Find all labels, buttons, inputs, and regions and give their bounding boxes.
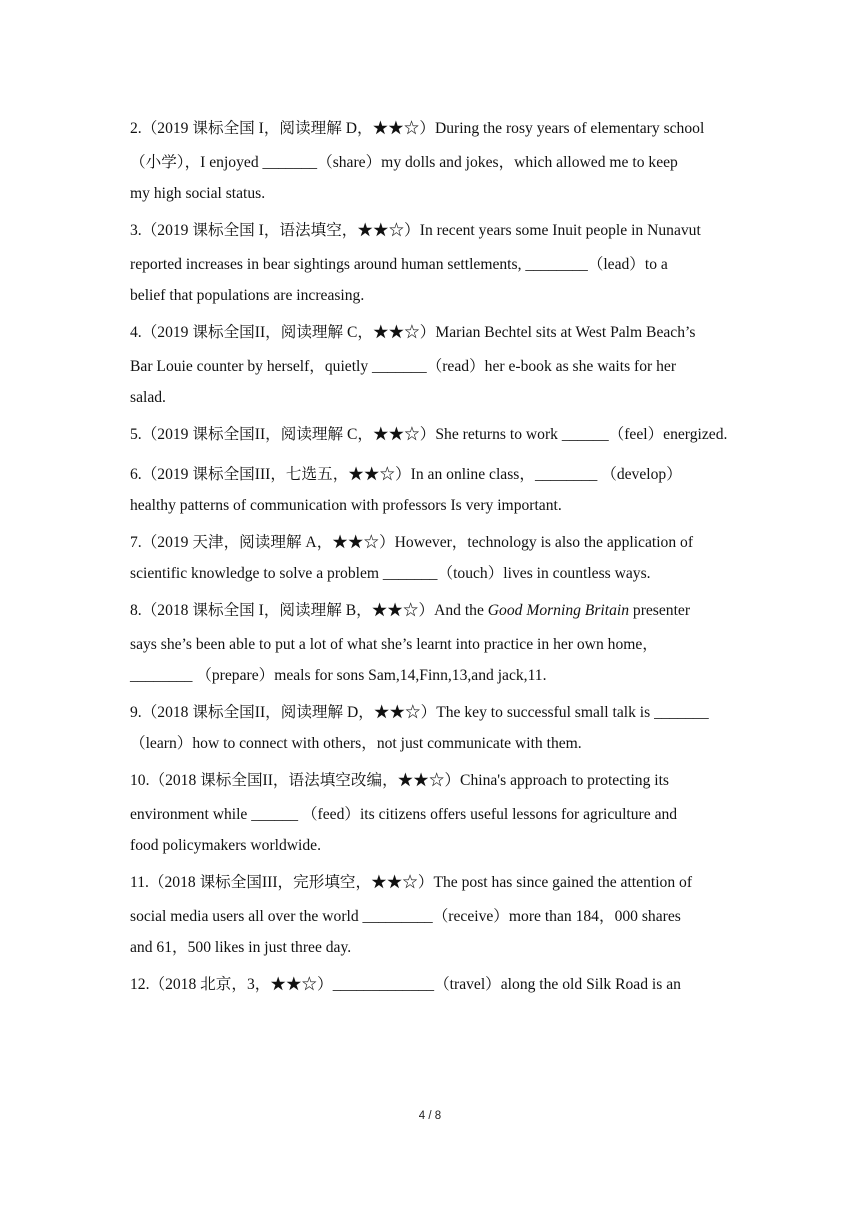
question-line: social media users all over the world _________（receive）more than 184，000 shares — [130, 908, 681, 925]
question-4 — [130, 316, 730, 412]
question-line: 3.（2019 课标全国 I，语法填空，★★☆）In recent years some Inuit people in Nunavut — [130, 222, 701, 239]
question-line: 2.（2019 课标全国 I，阅读理解 D，★★☆）During the rosy years of elementary school — [130, 120, 705, 137]
question-line: 6.（2019 课标全国III，七选五，★★☆）In an online class，________ （develop） — [130, 466, 682, 483]
question-line: 4.（2019 课标全国II，阅读理解 C，★★☆）Marian Bechtel sits at West Palm Beach’s — [130, 324, 696, 341]
question-12 — [130, 968, 730, 1002]
question-line: environment while ______ （feed）its citizens offers useful lessons for agriculture and — [130, 806, 678, 823]
question-10 — [130, 764, 730, 860]
question-line: （learn）how to connect with others，not just communicate with them. — [130, 735, 582, 752]
question-line: reported increases in bear sightings around human settlements, ________（lead）to a — [130, 256, 668, 273]
question-text: 8.（2018 课标全国 I，阅读理解 B，★★☆）And the — [130, 602, 488, 619]
question-list — [130, 112, 730, 1008]
page-number: 4 / 8 — [418, 1110, 442, 1122]
question-line: 9.（2018 课标全国II，阅读理解 D，★★☆）The key to successful small talk is _______ — [130, 704, 709, 721]
question-line: 11.（2018 课标全国III，完形填空，★★☆）The post has since gained the attention of — [130, 874, 693, 891]
question-line: 12.（2018 北京，3，★★☆）_____________（travel）along the old Silk Road is an — [130, 976, 681, 993]
question-line: my high social status. — [130, 185, 266, 202]
question-line: 5.（2019 课标全国II，阅读理解 C，★★☆）She returns to work ______（feel）energized. — [130, 426, 728, 443]
question-line: ________ （prepare）meals for sons Sam,14,Finn,13,and jack,11. — [130, 667, 547, 684]
question-line: healthy patterns of communication with professors Is very important. — [130, 497, 562, 514]
question-6 — [130, 458, 730, 520]
question-7 — [130, 526, 730, 588]
question-line: Bar Louie counter by herself，quietly _______（read）her e-book as she waits for her — [130, 358, 677, 375]
question-line: says she’s been able to put a lot of what she’s learnt into practice in her own home， — [130, 636, 658, 653]
question-line: and 61，500 likes in just three day. — [130, 939, 352, 956]
question-line: salad. — [130, 389, 166, 406]
question-line: 7.（2019 天津，阅读理解 A，★★☆）However，technology is also the application of — [130, 534, 694, 551]
question-line: belief that populations are increasing. — [130, 287, 365, 304]
question-5 — [130, 418, 730, 452]
question-8 — [130, 594, 730, 690]
question-3 — [130, 214, 730, 310]
question-line: scientific knowledge to solve a problem _______（touch）lives in countless ways. — [130, 565, 651, 582]
question-line — [130, 594, 730, 628]
question-line: 10.（2018 课标全国II，语法填空改编，★★☆）China's approach to protecting its — [130, 772, 670, 789]
question-text: presenter — [629, 602, 691, 619]
question-2 — [130, 112, 730, 208]
question-line: （小学），I enjoyed _______（share）my dolls and jokes，which allowed me to keep — [130, 154, 678, 171]
question-11 — [130, 866, 730, 962]
question-9 — [130, 696, 730, 758]
show-title: Good Morning Britain — [487, 602, 629, 619]
question-line: food policymakers worldwide. — [130, 837, 321, 854]
